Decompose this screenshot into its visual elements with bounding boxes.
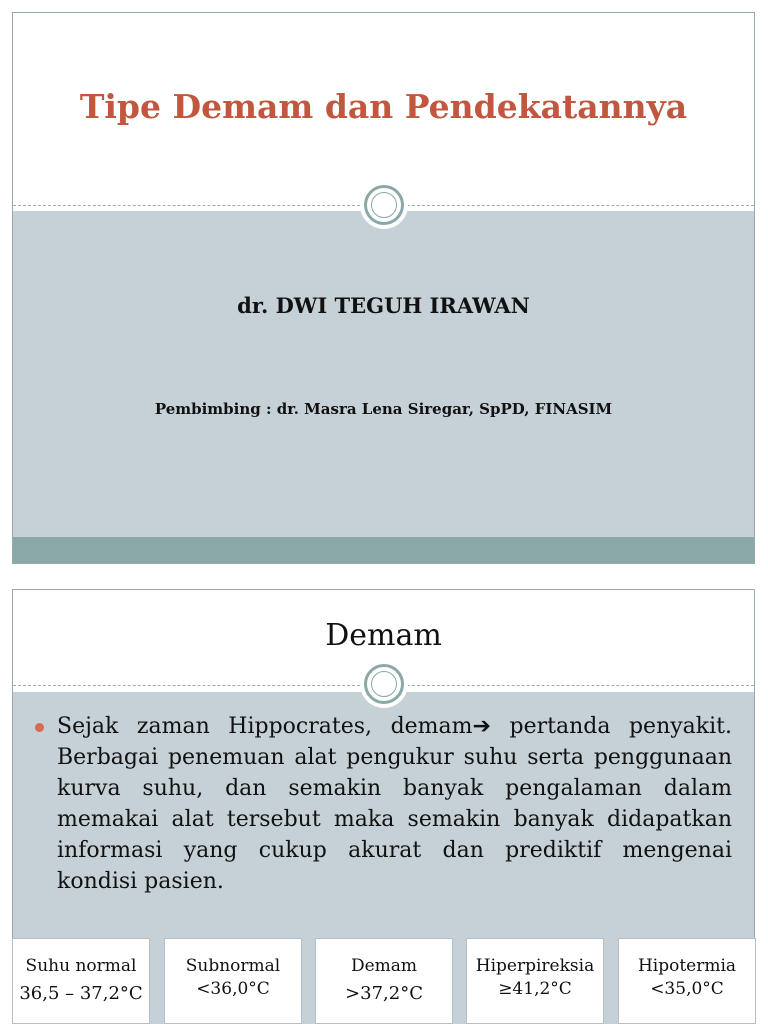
category-range: <36,0°C xyxy=(196,979,270,999)
title-slide-header xyxy=(13,13,754,211)
category-box-demam xyxy=(315,938,453,1024)
category-box-subnormal xyxy=(164,938,302,1024)
category-label: Hiperpireksia xyxy=(475,956,595,976)
category-label: Subnormal xyxy=(185,956,281,976)
bullet-icon xyxy=(35,723,44,732)
category-label: Suhu normal xyxy=(25,956,137,976)
circle-ornament-icon xyxy=(364,664,404,704)
category-range: >37,2°C xyxy=(345,983,423,1004)
advisor-name: Pembimbing : dr. Masra Lena Siregar, SpPD, FINASIM xyxy=(154,400,613,418)
title-slide xyxy=(12,12,755,564)
intro-paragraph: Sejak zaman Hippocrates, demam➔ pertanda penyakit. Berbagai penemuan alat pengukur suhu serta penggunaan kurva suhu, dan semakin banyak pengalaman dalam memakai alat tersebut maka semakin banyak didapatkan informasi yang cukup akurat dan prediktif mengenai kondisi pasien. xyxy=(57,714,732,894)
category-range: ≥41,2°C xyxy=(498,979,572,999)
category-range: <35,0°C xyxy=(650,979,724,999)
bottom-band xyxy=(13,537,754,563)
category-box-suhu-normal xyxy=(12,938,150,1024)
category-box-hiperpireksia xyxy=(466,938,604,1024)
category-range: 36,5 – 37,2°C xyxy=(19,983,143,1004)
title-slide-body xyxy=(13,211,754,563)
category-label: Hipotermia xyxy=(637,956,737,976)
category-label: Demam xyxy=(350,956,418,976)
presentation-title: Tipe Demam dan Pendekatannya xyxy=(79,87,688,126)
author-name: dr. DWI TEGUH IRAWAN xyxy=(237,293,530,318)
circle-ornament-icon xyxy=(364,185,404,225)
category-box-hipotermia xyxy=(618,938,756,1024)
slide-title: Demam xyxy=(325,618,442,653)
